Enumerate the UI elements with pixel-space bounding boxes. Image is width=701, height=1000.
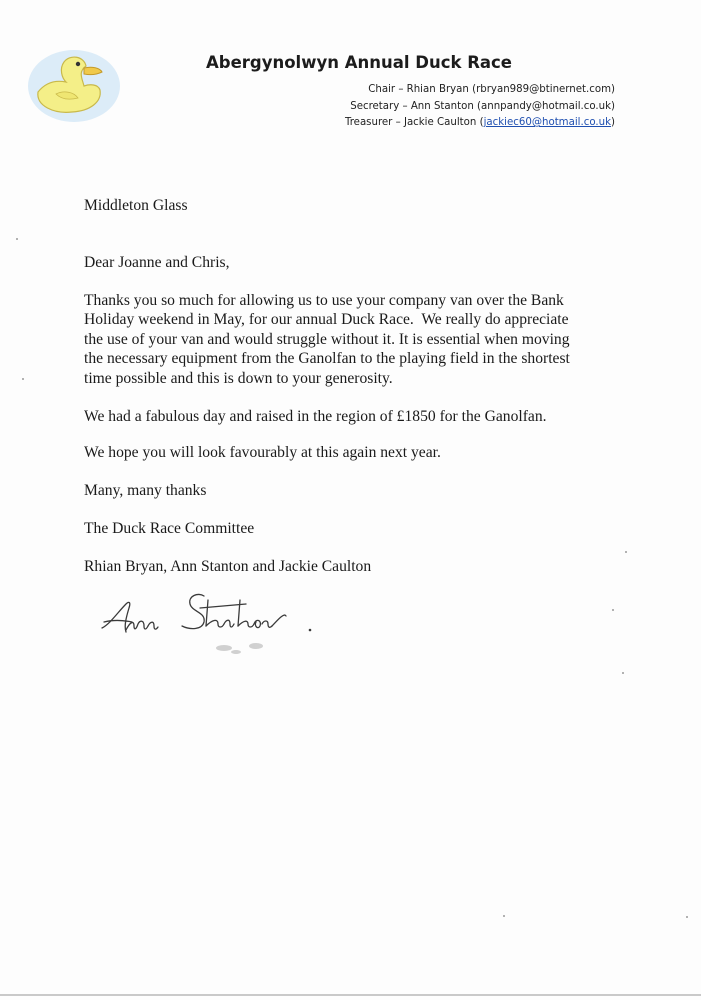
treasurer-suffix: ) [611,117,615,129]
scan-speck [22,378,24,380]
closing-line: Many, many thanks [84,482,207,499]
recipient-name: Middleton Glass [84,197,188,214]
scan-speck [625,551,627,553]
paragraph-line: time possible and this is down to your generosity. [84,369,393,387]
organisation-title: Abergynolwyn Annual Duck Race [206,53,512,72]
paragraph-line: the use of your van and would struggle without it. It is essential when moving [84,330,570,348]
handwritten-signature [96,582,336,662]
treasurer-label: Treasurer – Jackie Caulton ( [344,117,484,129]
signatory-names: Rhian Bryan, Ann Stanton and Jackie Caulton [84,558,372,575]
greeting: Dear Joanne and Chris, [84,254,230,271]
rubber-duck-icon [26,44,122,124]
paragraph-line: the necessary equipment from the Ganolfan to the playing field in the shortest [84,350,570,368]
treasurer-email-link[interactable]: jackiec60@hotmail.co.uk [483,117,612,129]
scan-speck [622,672,624,674]
contact-block [345,82,615,132]
scan-speck [16,238,18,240]
paragraph-fundraising: We had a fabulous day and raised in the region of £1850 for the Ganolfan. [84,408,547,425]
scan-speck [612,609,614,611]
treasurer-contact [345,115,615,132]
committee-name: The Duck Race Committee [84,520,255,537]
page-edge [0,994,701,996]
paragraph-line: Holiday weekend in May, for our annual Duck Race. We really do appreciate [84,311,569,329]
chair-contact: Chair – Rhian Bryan (rbryan989@btinernet.com) [368,84,615,95]
scan-speck [503,915,505,917]
paragraph-line: Thanks you so much for allowing us to use your company van over the Bank [84,292,564,309]
paragraph-thanks [84,291,624,388]
paragraph-next-year: We hope you will look favourably at this again next year. [84,444,441,461]
scan-speck [686,916,688,918]
secretary-contact: Secretary – Ann Stanton (annpandy@hotmail.co.uk) [350,100,615,112]
